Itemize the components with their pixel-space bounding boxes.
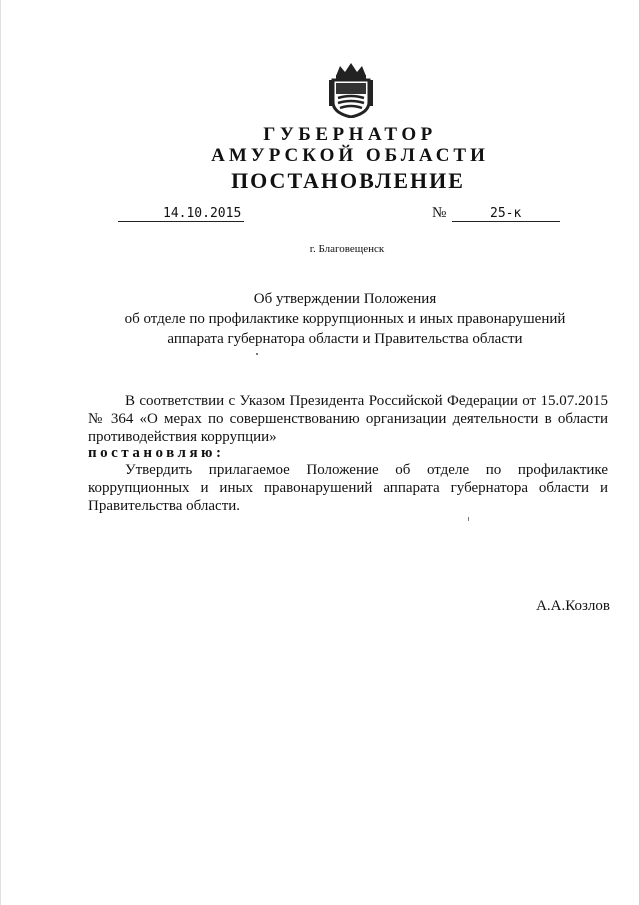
subject-line: Об утверждении Положения bbox=[253, 291, 437, 307]
scan-speck bbox=[256, 353, 258, 355]
subject-line: аппарата губернатора области и Правительства области bbox=[167, 331, 523, 347]
scan-speck bbox=[468, 517, 469, 521]
date-underline bbox=[118, 221, 244, 222]
document-number: 25-к bbox=[490, 206, 522, 221]
resolve-word: постановляю: bbox=[88, 445, 225, 461]
document-type-title: ПОСТАНОВЛЕНИЕ bbox=[231, 168, 465, 193]
coat-of-arms-icon bbox=[328, 62, 374, 118]
region-heading: АМУРСКОЙ ОБЛАСТИ bbox=[211, 145, 489, 166]
document-date: 14.10.2015 bbox=[163, 206, 242, 221]
scan-edge bbox=[0, 0, 1, 905]
signatory-name: А.А.Козлов bbox=[536, 598, 610, 614]
city-line: г. Благовещенск bbox=[309, 243, 385, 255]
decree-paragraph: Утвердить прилагаемое Положение об отделе по профилактике коррупционных и иных правонарушений аппарата губернатора области и Правительства области. bbox=[88, 462, 608, 514]
number-sign: № bbox=[432, 205, 447, 221]
number-underline bbox=[452, 221, 560, 222]
governor-heading: ГУБЕРНАТОР bbox=[263, 124, 437, 145]
subject-line: об отделе по профилактике коррупционных и иных правонарушений bbox=[124, 311, 566, 327]
preamble-paragraph: В соответствии с Указом Президента Российской Федерации от 15.07.2015 № 364 «О мерах по совершенствованию организации деятельности в области противодействия коррупции» bbox=[88, 393, 608, 445]
document-subject bbox=[100, 289, 590, 349]
